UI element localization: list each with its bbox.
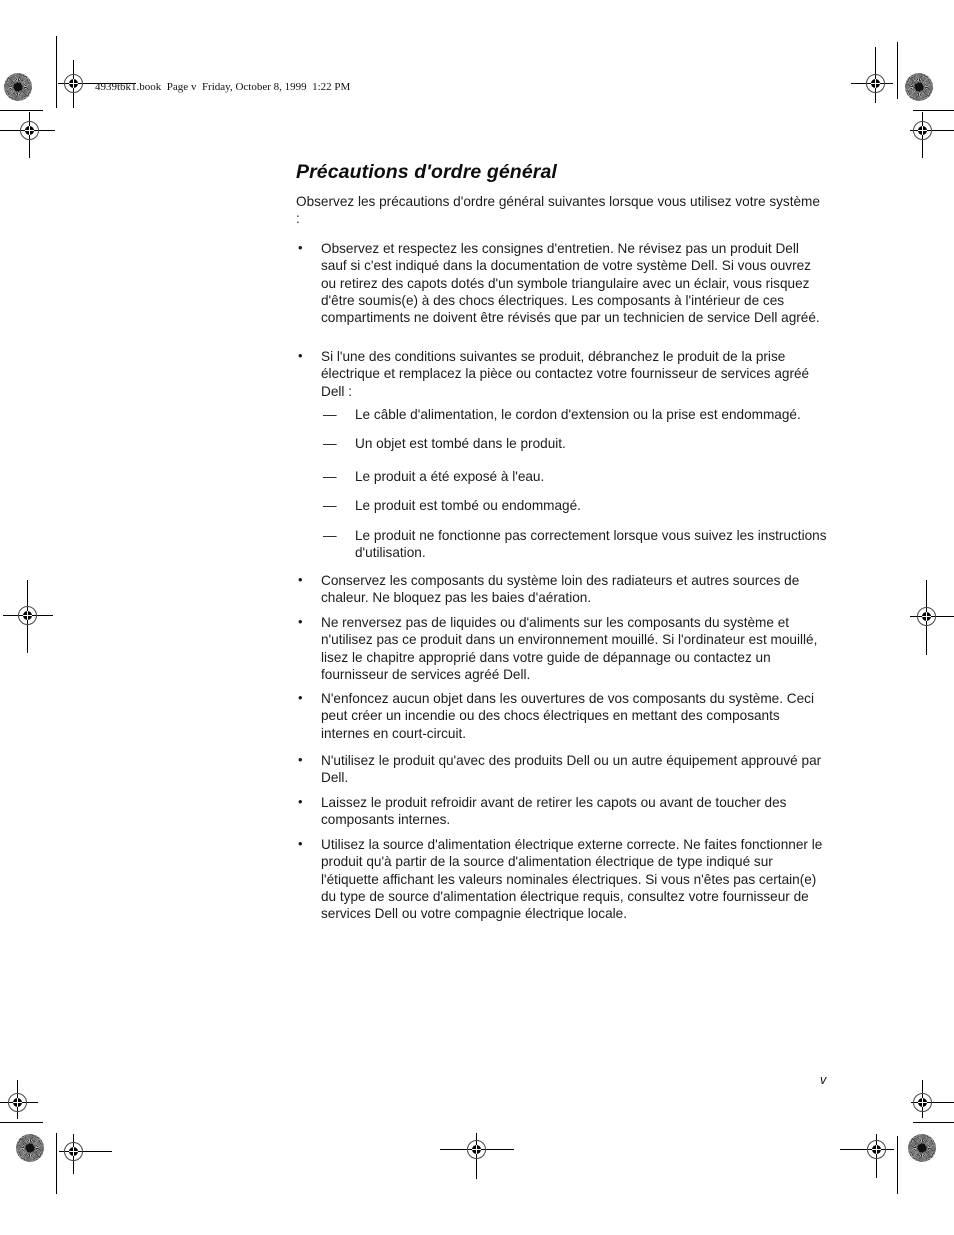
crop-mark-line xyxy=(0,110,43,111)
page-title: Précautions d'ordre général xyxy=(296,161,557,183)
bullet-item-text: Laissez le produit refroidir avant de retirer les capots ou avant de toucher des composants internes. xyxy=(321,795,787,828)
bullet-icon: • xyxy=(298,690,303,705)
dash-item xyxy=(296,497,827,514)
bullet-item xyxy=(296,572,827,607)
bullet-item xyxy=(296,752,827,787)
halftone-dot-icon xyxy=(905,73,933,101)
dash-item-text: Un objet est tombé dans le produit. xyxy=(355,436,566,451)
crop-mark-line xyxy=(56,36,57,108)
dash-icon: — xyxy=(323,498,337,513)
dash-item-text: Le câble d'alimentation, le cordon d'extension ou la prise est endommagé. xyxy=(355,407,801,422)
dash-icon: — xyxy=(323,407,337,422)
crop-mark-line xyxy=(56,1133,57,1194)
bullet-item xyxy=(296,240,827,326)
registration-target-icon xyxy=(18,606,37,625)
bullet-item-text: N'utilisez le produit qu'avec des produits Dell ou un autre équipement approuvé par Dell. xyxy=(321,753,822,786)
bullet-icon: • xyxy=(298,836,303,851)
dash-icon: — xyxy=(323,436,337,451)
bullet-item-text: Utilisez la source d'alimentation électrique externe correcte. Ne faites fonctionner le produit qu'à partir de la source d'alimentation électrique de type indiqué sur l'étiquette affichant les valeurs nominales électriques. Si vous n'êtes pas certain(e) du type de source d'alimentation électrique requis, consultez votre fournisseur de services Dell ou votre compagnie électrique locale. xyxy=(321,837,823,922)
crop-mark-line xyxy=(0,1122,43,1123)
bullet-item xyxy=(296,836,827,922)
registration-target-icon xyxy=(913,1093,932,1112)
dash-item xyxy=(296,406,827,423)
dash-item-text: Le produit ne fonctionne pas correctement lorsque vous suivez les instructions d'utilisation. xyxy=(355,528,827,561)
page-number: v xyxy=(820,1073,827,1087)
bullet-item xyxy=(296,690,827,742)
crop-mark-line xyxy=(897,42,898,99)
halftone-dot-icon xyxy=(4,73,32,101)
registration-target-icon xyxy=(467,1140,486,1159)
bullet-item xyxy=(296,794,827,829)
intro-paragraph: Observez les précautions d'ordre général suivantes lorsque vous utilisez votre système : xyxy=(296,194,820,227)
registration-target-icon xyxy=(913,121,932,140)
registration-target-icon xyxy=(8,1093,27,1112)
dash-icon: — xyxy=(323,469,337,484)
dash-item xyxy=(296,468,827,485)
dash-item-text: Le produit a été exposé à l'eau. xyxy=(355,469,545,484)
bullet-icon: • xyxy=(298,240,303,255)
halftone-dot-icon xyxy=(908,1134,936,1162)
print-header-file-info: 4939tbk1.book Page v Friday, October 8, 1999 1:22 PM xyxy=(95,81,351,93)
bullet-item-text: Si l'une des conditions suivantes se produit, débranchez le produit de la prise électrique et remplacez la pièce ou contactez votre fournisseur de services agréé Dell : xyxy=(321,349,810,399)
registration-target-icon xyxy=(64,74,83,93)
bullet-icon: • xyxy=(298,348,303,363)
bullet-item xyxy=(296,348,827,400)
dash-icon: — xyxy=(323,528,337,543)
dash-item xyxy=(296,527,827,562)
bullet-item-text: Ne renversez pas de liquides ou d'aliments sur les composants du système et n'utilisez pas ce produit dans un environnement mouillé. Si l'ordinateur est mouillé, lisez le chapitre approprié dans votre guide de dépannage ou contactez un fournisseur de services agréé Dell. xyxy=(321,615,818,682)
crop-mark-line xyxy=(913,1122,954,1123)
bullet-icon: • xyxy=(298,572,303,587)
bullet-item-text: Conservez les composants du système loin des radiateurs et autres sources de chaleur. Ne bloquez pas les baies d'aération. xyxy=(321,573,800,606)
bullet-item-text: N'enfoncez aucun objet dans les ouvertures de vos composants du système. Ceci peut créer un incendie ou des chocs électriques en mettant des composants internes en court-circuit. xyxy=(321,691,814,741)
bullet-icon: • xyxy=(298,614,303,629)
registration-target-icon xyxy=(64,1142,83,1161)
dash-item xyxy=(296,435,827,452)
crop-mark-line xyxy=(897,1136,898,1194)
registration-target-icon xyxy=(20,121,39,140)
bullet-icon: • xyxy=(298,752,303,767)
registration-target-icon xyxy=(866,74,885,93)
bullet-icon: • xyxy=(298,794,303,809)
dash-item-text: Le produit est tombé ou endommagé. xyxy=(355,498,581,513)
halftone-dot-icon xyxy=(16,1134,44,1162)
registration-target-icon xyxy=(917,607,936,626)
bullet-item-text: Observez et respectez les consignes d'entretien. Ne révisez pas un produit Dell sauf si c'est indiqué dans la documentation de votre système Dell. Si vous ouvrez ou retirez des capots dotés d'un symbole triangulaire avec un éclair, vous risquez d'être soumis(e) à des chocs électriques. Les composants à l'intérieur de ces compartiments ne doivent être révisés que par un technicien de service Dell agréé. xyxy=(321,241,820,326)
crop-mark-line xyxy=(913,110,954,111)
bullet-item xyxy=(296,614,827,683)
registration-target-icon xyxy=(867,1140,886,1159)
